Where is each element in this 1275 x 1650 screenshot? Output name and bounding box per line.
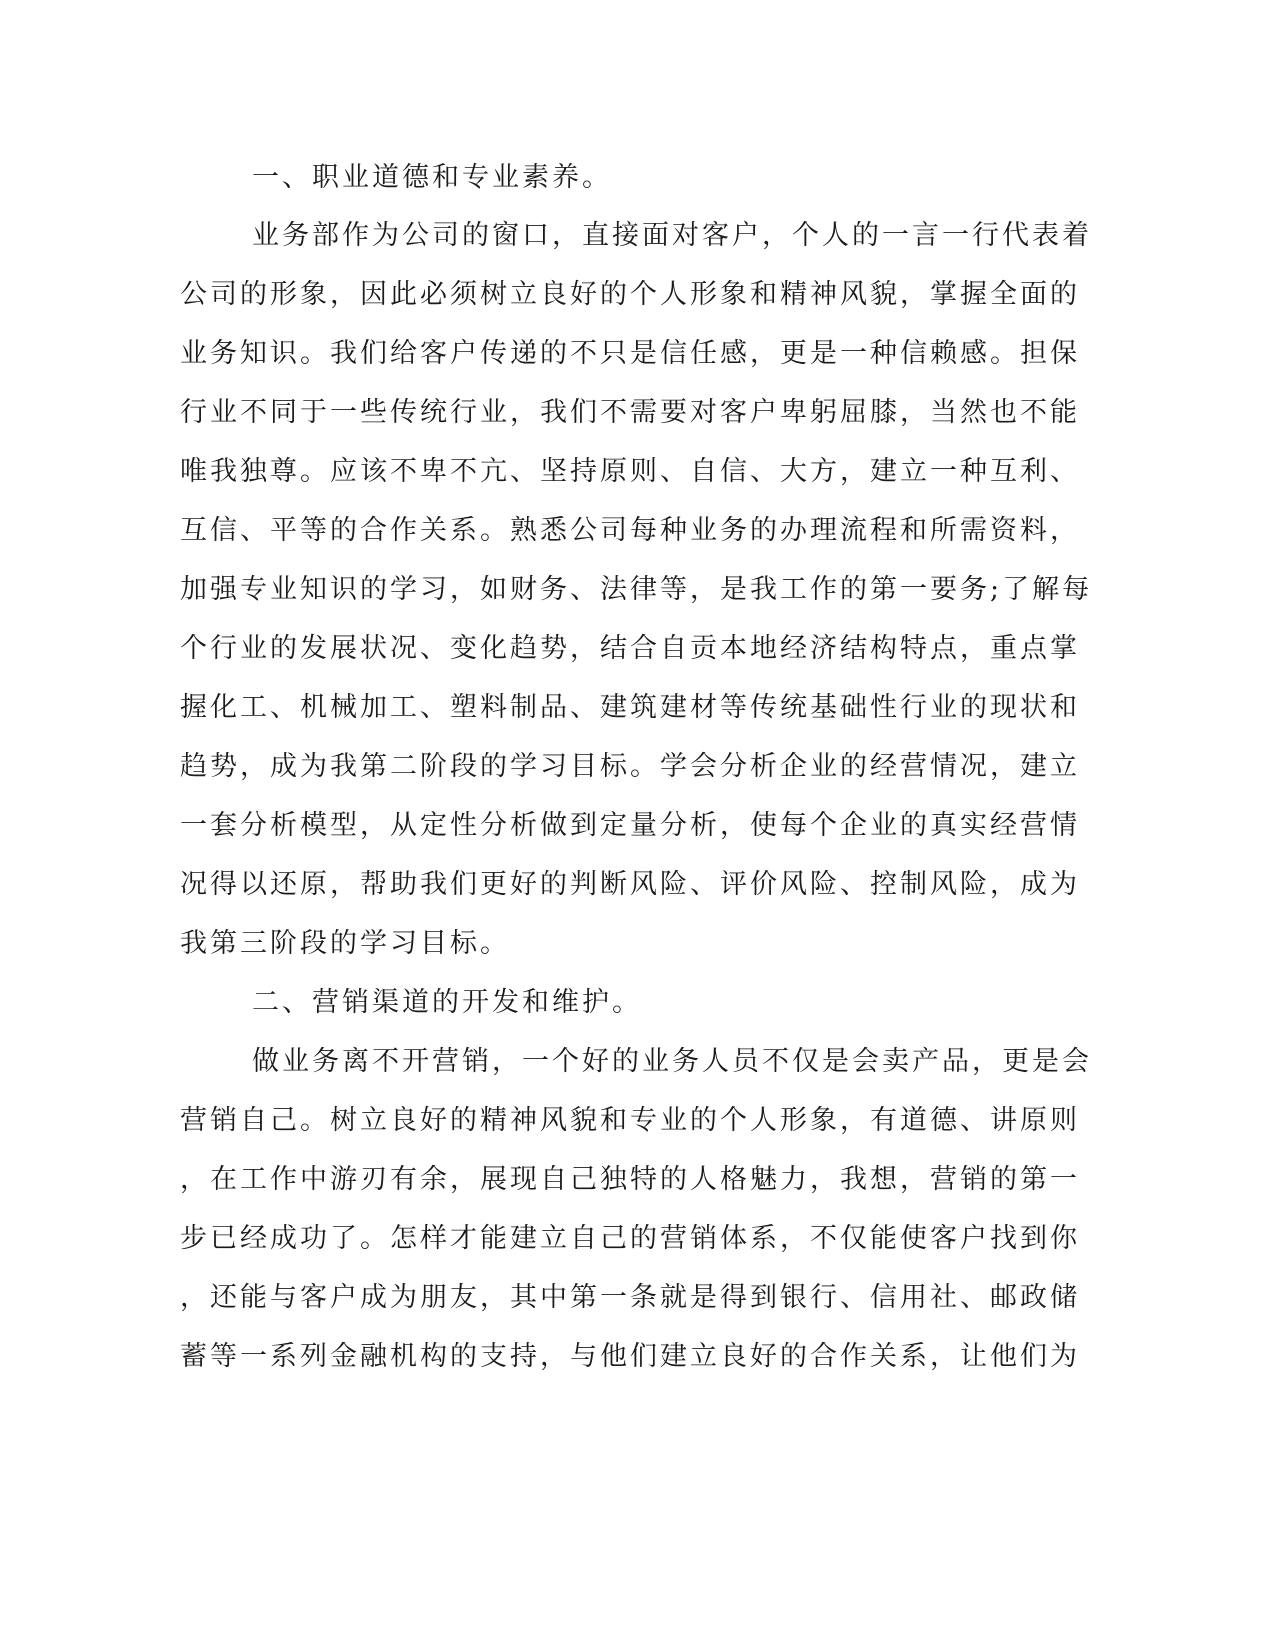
paragraph-1-line-8: 个行业的发展状况、变化趋势，结合自贡本地经济结构特点，重点掌 [180,633,1080,664]
section-heading-2: 二、营销渠道的开发和维护。 [252,987,642,1018]
document-page [180,150,1093,1530]
paragraph-2-line-2: 营销自己。树立良好的精神风貌和专业的个人形象，有道德、讲原则 [180,1105,1080,1136]
paragraph-1-line-13: 我第三阶段的学习目标。 [180,928,510,959]
paragraph-1-line-5: 唯我独尊。应该不卑不亢、坚持原则、自信、大方，建立一种互利、 [180,456,1080,487]
paragraph-1-line-1: 业务部作为公司的窗口，直接面对客户，个人的一言一行代表着 [252,220,1092,251]
paragraph-2-line-3: ，在工作中游刃有余，展现自己独特的人格魅力，我想，营销的第一 [180,1164,1080,1195]
paragraph-1-line-10: 趋势，成为我第二阶段的学习目标。学会分析企业的经营情况，建立 [180,751,1080,782]
paragraph-1-line-11: 一套分析模型，从定性分析做到定量分析，使每个企业的真实经营情 [180,810,1080,841]
paragraph-2-line-4: 步已经成功了。怎样才能建立自己的营销体系，不仅能使客户找到你 [180,1223,1080,1254]
paragraph-1-line-3: 业务知识。我们给客户传递的不只是信任感，更是一种信赖感。担保 [180,338,1080,369]
paragraph-1-line-4: 行业不同于一些传统行业，我们不需要对客户卑躬屈膝，当然也不能 [180,397,1080,428]
paragraph-1-line-7: 加强专业知识的学习，如财务、法律等，是我工作的第一要务;了解每 [180,574,1093,605]
paragraph-1-line-6: 互信、平等的合作关系。熟悉公司每种业务的办理流程和所需资料， [180,515,1080,546]
paragraph-2-line-6: 蓄等一系列金融机构的支持，与他们建立良好的合作关系，让他们为 [180,1341,1080,1372]
paragraph-1-line-2: 公司的形象，因此必须树立良好的个人形象和精神风貌，掌握全面的 [180,279,1080,310]
paragraph-1-line-12: 况得以还原，帮助我们更好的判断风险、评价风险、控制风险，成为 [180,869,1080,900]
paragraph-2-line-5: ，还能与客户成为朋友，其中第一条就是得到银行、信用社、邮政储 [180,1282,1080,1313]
paragraph-2-line-1: 做业务离不开营销，一个好的业务人员不仅是会卖产品，更是会 [252,1046,1092,1077]
section-heading-1: 一、职业道德和专业素养。 [252,162,612,193]
paragraph-1-line-9: 握化工、机械加工、塑料制品、建筑建材等传统基础性行业的现状和 [180,692,1080,723]
